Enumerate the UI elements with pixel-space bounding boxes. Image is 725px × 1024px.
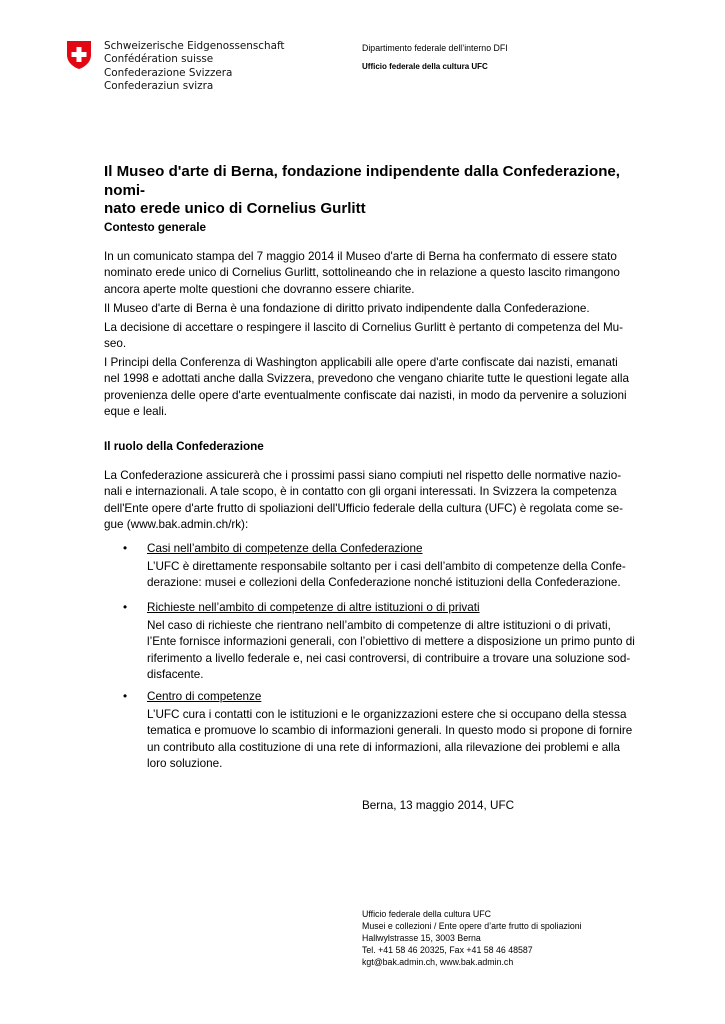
- text-line: nominato erede unico di Cornelius Gurlitt, sottolineando che in relazione a questo lascito rimangono: [104, 266, 620, 280]
- bullet-icon: •: [123, 601, 128, 614]
- bullet-heading: Casi nell’ambito di competenze della Confederazione: [147, 542, 423, 555]
- text-line: I Principi della Conferenza di Washington applicabili alle opere d'arte confiscate dai nazisti, emanati: [104, 356, 618, 369]
- text-line: eque e leali.: [104, 404, 168, 418]
- swiss-flag-icon: [65, 40, 93, 70]
- footer-line: Hallwylstrasse 15, 3003 Berna: [362, 933, 481, 943]
- logo-line-rm: Confederaziun svizra: [104, 79, 214, 92]
- footer-line: Ufficio federale della cultura UFC: [362, 909, 491, 919]
- department-name: Dipartimento federale dell’interno DFI: [362, 43, 508, 53]
- text-line: In un comunicato stampa del 7 maggio 2014 il Museo d'arte di Berna ha confermato di essere stato: [104, 250, 617, 263]
- text-line: dell'Ente opere d'arte frutto di spoliazioni dell'Ufficio federale della cultura (UFC) è regolata come se-: [104, 501, 624, 515]
- document-title: [104, 163, 656, 219]
- text-line: ancora aperte molte questioni che dovranno essere chiarite.: [104, 282, 415, 296]
- section-heading-context: Contesto generale: [104, 221, 206, 234]
- logo-line-fr: Confédération suisse: [104, 53, 214, 66]
- paragraph: [104, 249, 656, 298]
- text-line: seo.: [104, 337, 127, 351]
- bullet-text: [147, 618, 656, 683]
- footer-line: Musei e collezioni / Ente opere d’arte frutto di spoliazioni: [362, 921, 582, 931]
- title-line: nato erede unico di Cornelius Gurlitt: [104, 200, 366, 217]
- text-line: L’UFC cura i contatti con le istituzioni e le organizzazioni estere che si occupano della stessa: [147, 708, 627, 721]
- section-heading-role: Il ruolo della Confederazione: [104, 440, 264, 453]
- text-line: provenienza delle opere d'arte eventualmente confiscate dai nazisti, in modo da pervenire a soluzioni: [104, 388, 627, 402]
- text-line: La decisione di accettare o respingere il lascito di Cornelius Gurlitt è pertanto di competenza del Mu-: [104, 321, 624, 334]
- footer-line: kgt@bak.admin.ch, www.bak.admin.ch: [362, 957, 514, 967]
- text-line: La Confederazione assicurerà che i prossimi passi siano compiuti nel rispetto delle normative nazio-: [104, 469, 622, 482]
- paragraph: [104, 355, 656, 420]
- text-line: gue (www.bak.admin.ch/rk):: [104, 517, 249, 531]
- text-line: l’Ente fornisce informazioni generali, con l’obiettivo di mettere a disposizione un primo punto di: [147, 635, 635, 649]
- footer-address: [362, 908, 582, 968]
- logo-line-it: Confederazione Svizzera: [104, 66, 233, 79]
- bullet-icon: •: [123, 542, 128, 555]
- text-line: Nel caso di richieste che rientrano nell’ambito di competenze di altre istituzioni o di privati,: [147, 619, 611, 632]
- paragraph: [104, 301, 656, 317]
- title-line: Il Museo d'arte di Berna, fondazione indipendente dalla Confederazione, nomi-: [104, 163, 621, 199]
- text-line: disfacente.: [147, 667, 204, 681]
- logo-line-de: Schweizerische Eidgenossenschaft: [104, 40, 285, 52]
- office-name: Ufficio federale della cultura UFC: [362, 62, 488, 71]
- text-line: tematica e promuove lo scambio di informazioni generali. In questo modo si propone di fornire: [147, 724, 633, 738]
- paragraph: [104, 320, 656, 353]
- bullet-text: [147, 559, 656, 592]
- text-line: nel 1998 e adottati anche dalla Svizzera, prevedono che vengano chiarite tutte le questioni legate alla: [104, 372, 630, 386]
- bullet-text: [147, 707, 656, 772]
- logo-text: [104, 40, 285, 93]
- text-line: un contributo alla costituzione di una rete di informazioni, alla rilevazione dei problemi e alla: [147, 740, 620, 754]
- bullet-icon: •: [123, 690, 128, 703]
- signoff: Berna, 13 maggio 2014, UFC: [362, 799, 515, 812]
- text-line: nali e internazionali. A tale scopo, è in contatto con gli organi interessati. In Svizzera la competenza: [104, 485, 617, 499]
- text-line: riferimento a livello federale e, nei casi controversi, di contribuire a trovare una soluzione sod-: [147, 651, 631, 665]
- text-line: derazione: musei e collezioni della Confederazione nonché istituzioni della Confederazione.: [147, 576, 621, 590]
- text-line: loro soluzione.: [147, 756, 223, 770]
- text-line: Il Museo d'arte di Berna è una fondazione di diritto privato indipendente dalla Confederazione.: [104, 302, 590, 315]
- bullet-heading: Centro di competenze: [147, 690, 262, 703]
- text-line: L’UFC è direttamente responsabile soltanto per i casi dell’ambito di competenze della Confe-: [147, 560, 626, 573]
- footer-line: Tel. +41 58 46 20325, Fax +41 58 46 48587: [362, 945, 533, 955]
- bullet-heading: Richieste nell’ambito di competenze di altre istituzioni o di privati: [147, 601, 480, 614]
- swiss-confederation-logo: [65, 40, 285, 95]
- paragraph: [104, 468, 656, 533]
